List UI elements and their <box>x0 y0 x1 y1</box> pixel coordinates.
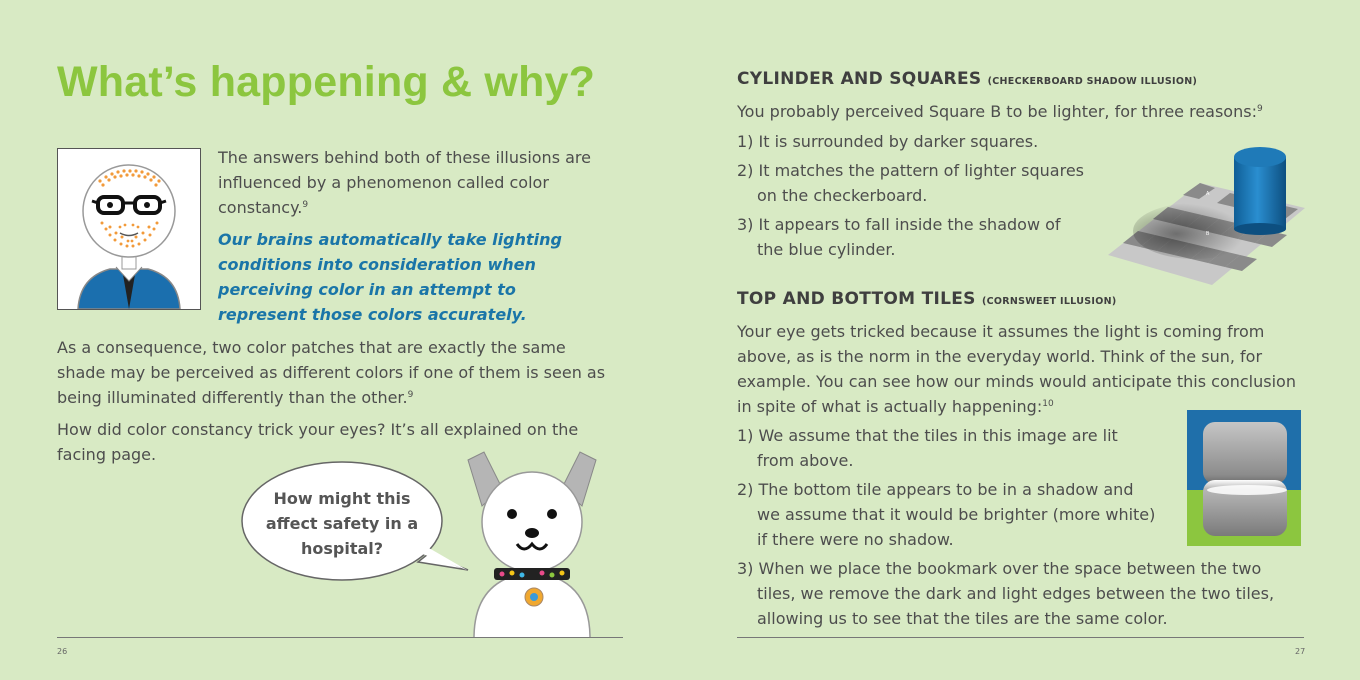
item-number: 1) <box>737 132 754 151</box>
section-heading-cylinder <box>737 69 1197 89</box>
question-paragraph: How did color constancy trick your eyes? It’s all explained on the facing page. <box>57 420 579 464</box>
cartoon-man-illustration <box>58 149 200 309</box>
item-text: The bottom tile appears to be in a shadow and <box>758 480 1134 499</box>
item-number: 3) <box>737 215 754 234</box>
emphasis-paragraph: Our brains automatically take lighting conditions into consideration when perceiving color in an attempt to represent those colors accurately. <box>218 230 562 324</box>
item-text-cont: allowing us to see that the tiles are the same color. <box>757 609 1168 628</box>
tiles-lead <box>737 319 1309 419</box>
list-item <box>737 556 1274 631</box>
label-a: A <box>1206 191 1210 197</box>
cornsweet-tiles-illustration <box>1187 410 1301 546</box>
list-item <box>737 477 1155 552</box>
lead-text: Your eye gets tricked because it assumes the light is coming from above, as is the norm in the everyday world. Think of the sun, for example. You can see how our minds would anticipate this conclusion in spite of what is actually happening: <box>737 322 1296 416</box>
item-text: It is surrounded by darker squares. <box>758 132 1039 151</box>
list-item <box>737 423 1118 473</box>
footer-rule-right <box>737 637 1304 638</box>
heading-subtitle: (CHECKERBOARD SHADOW ILLUSION) <box>987 76 1198 87</box>
intro-text: The answers behind both of these illusions are influenced by a phenomenon called color constancy. <box>218 148 591 217</box>
lead-text: You probably perceived Square B to be lighter, for three reasons: <box>737 102 1257 121</box>
footer-rule-left <box>57 637 623 638</box>
item-text-cont: on the checkerboard. <box>757 186 928 205</box>
list-item <box>737 129 1038 154</box>
bubble-question: How might this affect safety in a hospital? <box>265 489 419 558</box>
page-number-left: 26 <box>57 647 68 656</box>
section-heading-tiles <box>737 289 1116 309</box>
cylinder-lead <box>737 99 1263 124</box>
author-portrait <box>57 148 201 310</box>
blue-cylinder <box>1234 147 1286 235</box>
item-text-cont: if there were no shadow. <box>757 530 954 549</box>
item-text-cont: tiles, we remove the dark and light edges between the two tiles, <box>757 584 1275 603</box>
label-b: B <box>1206 231 1210 237</box>
item-number: 2) <box>737 480 754 499</box>
heading-text: CYLINDER AND SQUARES <box>737 69 982 89</box>
heading-subtitle: (CORNSWEET ILLUSION) <box>981 296 1117 307</box>
list-item <box>737 212 1061 262</box>
intro-paragraph <box>218 145 598 220</box>
dog-mascot-illustration <box>462 450 602 638</box>
item-text: When we place the bookmark over the space between the two <box>758 559 1262 578</box>
item-number: 1) <box>737 426 754 445</box>
item-number: 2) <box>737 161 754 180</box>
para1-text: As a consequence, two color patches that are exactly the same shade may be perceived as different colors if one of them is seen as being illuminated differently than the other. <box>57 338 606 407</box>
footnote-ref: 10 <box>1042 399 1054 409</box>
item-text-cont: we assume that it would be brighter (more white) <box>757 505 1156 524</box>
item-text: It appears to fall inside the shadow of <box>758 215 1061 234</box>
item-text: It matches the pattern of lighter squares <box>758 161 1084 180</box>
footnote-ref: 9 <box>302 200 309 210</box>
checkerboard-cylinder-illustration <box>1100 143 1310 288</box>
page-number-right: 27 <box>1295 647 1306 656</box>
footnote-ref: 9 <box>407 390 414 400</box>
item-text-cont: from above. <box>757 451 854 470</box>
footnote-ref: 9 <box>1256 104 1263 114</box>
list-item <box>737 158 1084 208</box>
item-text: We assume that the tiles in this image are lit <box>758 426 1118 445</box>
item-number: 3) <box>737 559 754 578</box>
consequence-paragraph <box>57 335 607 410</box>
heading-text: TOP AND BOTTOM TILES <box>737 289 976 309</box>
page-title: What’s happening & why? <box>57 58 596 106</box>
item-text-cont: the blue cylinder. <box>757 240 896 259</box>
